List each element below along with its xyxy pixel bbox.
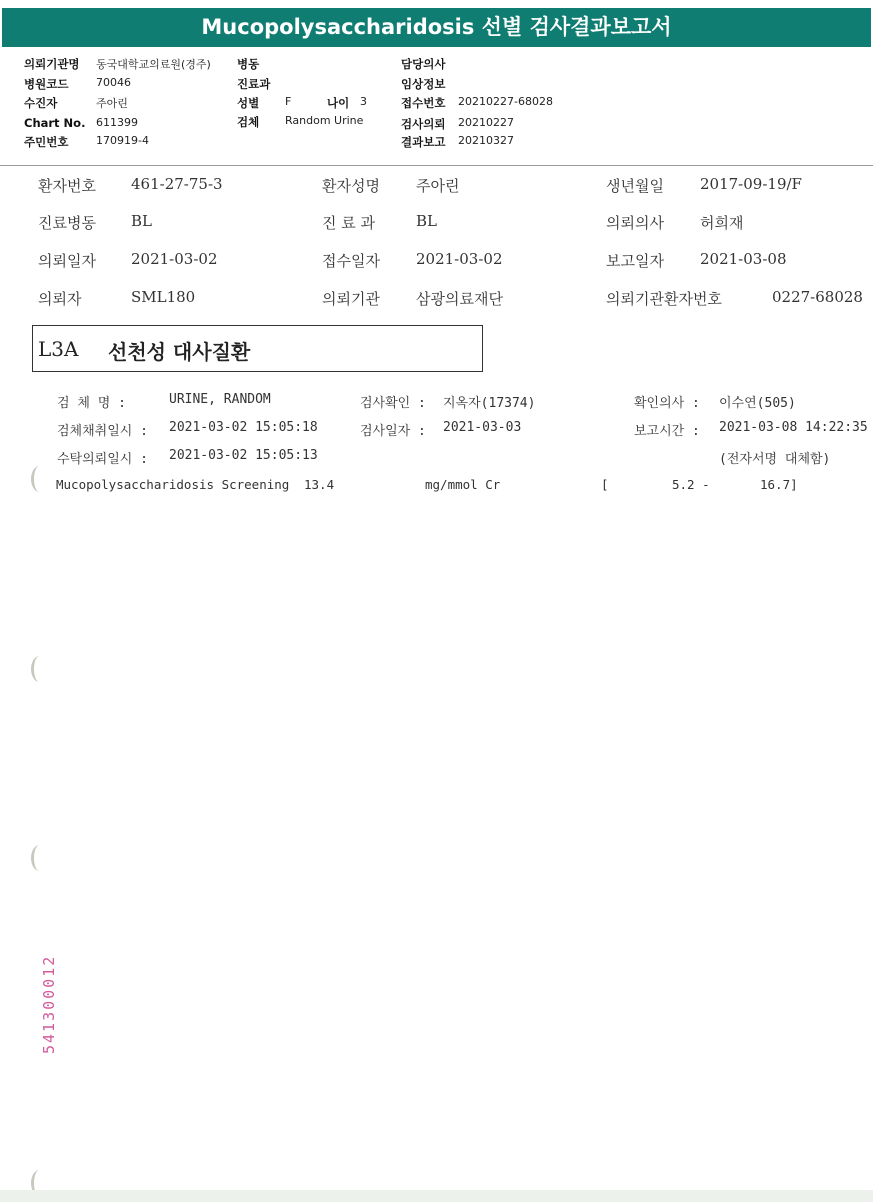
institution-patient-no-value: 0227-68028 (772, 288, 863, 306)
scanned-report (0, 166, 873, 1202)
ward-label: 병동 (237, 57, 260, 71)
punch-hole-2 (31, 656, 48, 682)
confirm-doctor-label: 확인의사 : (634, 396, 700, 411)
hospital-code-label: 병원코드 (24, 77, 69, 91)
result-report-label: 결과보고 (401, 135, 446, 149)
result-value: 13.4 (304, 477, 335, 492)
reference-high: 16.7] (760, 477, 798, 492)
section-title-box (32, 325, 483, 372)
chart-no-value: 611399 (96, 116, 138, 129)
punch-hole-3 (31, 845, 48, 871)
sex-value: F (285, 95, 292, 108)
care-dept-label: 진 료 과 (322, 214, 376, 232)
referring-doctor-value: 허희재 (700, 214, 744, 232)
collection-time-value: 2021-03-02 15:05:18 (169, 420, 318, 435)
receipt-no-label: 접수번호 (401, 96, 446, 110)
receipt-no-value: 20210227-68028 (458, 95, 553, 108)
reference-low: 5.2 - (672, 477, 710, 492)
test-request-value: 20210227 (458, 116, 514, 129)
punch-hole-1 (31, 466, 48, 492)
patient-fullname-value: 주아린 (416, 177, 460, 195)
resident-no-value: 170919-4 (96, 134, 149, 147)
report-title: Mucopolysaccharidosis 선별 검사결과보고서 (2, 8, 871, 47)
bottom-bar (0, 1190, 873, 1202)
collection-time-label: 검체채취일시 : (57, 424, 149, 439)
test-date-label: 검사일자 : (360, 424, 426, 439)
report-header (0, 48, 873, 166)
test-verify-label: 검사확인 : (360, 396, 426, 411)
report-date-value: 2021-03-08 (700, 250, 787, 268)
hospital-name-label: 의뢰기관명 (24, 57, 80, 71)
care-dept-value: BL (416, 212, 437, 230)
patient-id-label: 환자번호 (38, 177, 96, 195)
specimen-name-value: URINE, RANDOM (169, 392, 271, 407)
specimen-name-label: 검 체 명 : (57, 396, 126, 411)
patient-name-label: 수진자 (24, 96, 58, 110)
receipt-date-value: 2021-03-02 (416, 250, 503, 268)
receipt-date-label: 접수일자 (322, 252, 380, 270)
result-unit: mg/mmol Cr (425, 477, 501, 492)
test-request-label: 검사의뢰 (401, 117, 446, 131)
report-date-label: 보고일자 (606, 252, 664, 270)
age-label: 나이 (327, 96, 350, 110)
chart-no-label: Chart No. (24, 116, 86, 130)
birthdate-label: 생년월일 (606, 177, 664, 195)
requester-label: 의뢰자 (38, 290, 82, 308)
institution-patient-no-label: 의뢰기관환자번호 (606, 290, 722, 308)
hospital-name-value: 동국대학교의료원(경주) (96, 58, 211, 71)
test-verify-value: 지옥자(17374) (443, 396, 536, 411)
request-date-value: 2021-03-02 (131, 250, 218, 268)
consignment-time-value: 2021-03-02 15:05:13 (169, 448, 318, 463)
consignment-time-label: 수탁의뢰일시 : (57, 452, 149, 467)
sex-label: 성별 (237, 96, 260, 110)
test-date-value: 2021-03-03 (443, 420, 522, 435)
report-time-value: 2021-03-08 14:22:35 (719, 420, 868, 435)
hospital-code-value: 70046 (96, 76, 131, 89)
dept-label: 진료과 (237, 77, 271, 91)
resident-no-label: 주민번호 (24, 135, 69, 149)
esignature-note: (전자서명 대체함) (719, 452, 831, 467)
specimen-value: Random Urine (285, 114, 364, 127)
care-ward-value: BL (131, 212, 152, 230)
attending-doctor-label: 담당의사 (401, 57, 446, 71)
birthdate-value: 2017-09-19/F (700, 175, 802, 193)
request-date-label: 의뢰일자 (38, 252, 96, 270)
clinical-info-label: 임상정보 (401, 77, 446, 91)
requester-value: SML180 (131, 288, 196, 306)
result-report-value: 20210327 (458, 134, 514, 147)
section-name: 선천성 대사질환 (108, 340, 251, 364)
patient-id-value: 461-27-75-3 (131, 175, 223, 193)
reference-open-bracket: [ (601, 477, 609, 492)
confirm-doctor-value: 이수연(505) (719, 396, 796, 411)
requesting-institution-label: 의뢰기관 (322, 290, 380, 308)
age-value: 3 (360, 95, 367, 108)
requesting-institution-value: 삼광의료재단 (416, 290, 503, 308)
report-time-label: 보고시간 : (634, 424, 700, 439)
care-ward-label: 진료병동 (38, 214, 96, 232)
patient-name-value: 주아린 (96, 97, 128, 110)
specimen-label: 검체 (237, 115, 260, 129)
barcode-number: 541300012 (40, 954, 58, 1054)
result-test-name: Mucopolysaccharidosis Screening (56, 477, 290, 492)
patient-fullname-label: 환자성명 (322, 177, 380, 195)
referring-doctor-label: 의뢰의사 (606, 214, 664, 232)
section-code: L3A (38, 337, 79, 361)
